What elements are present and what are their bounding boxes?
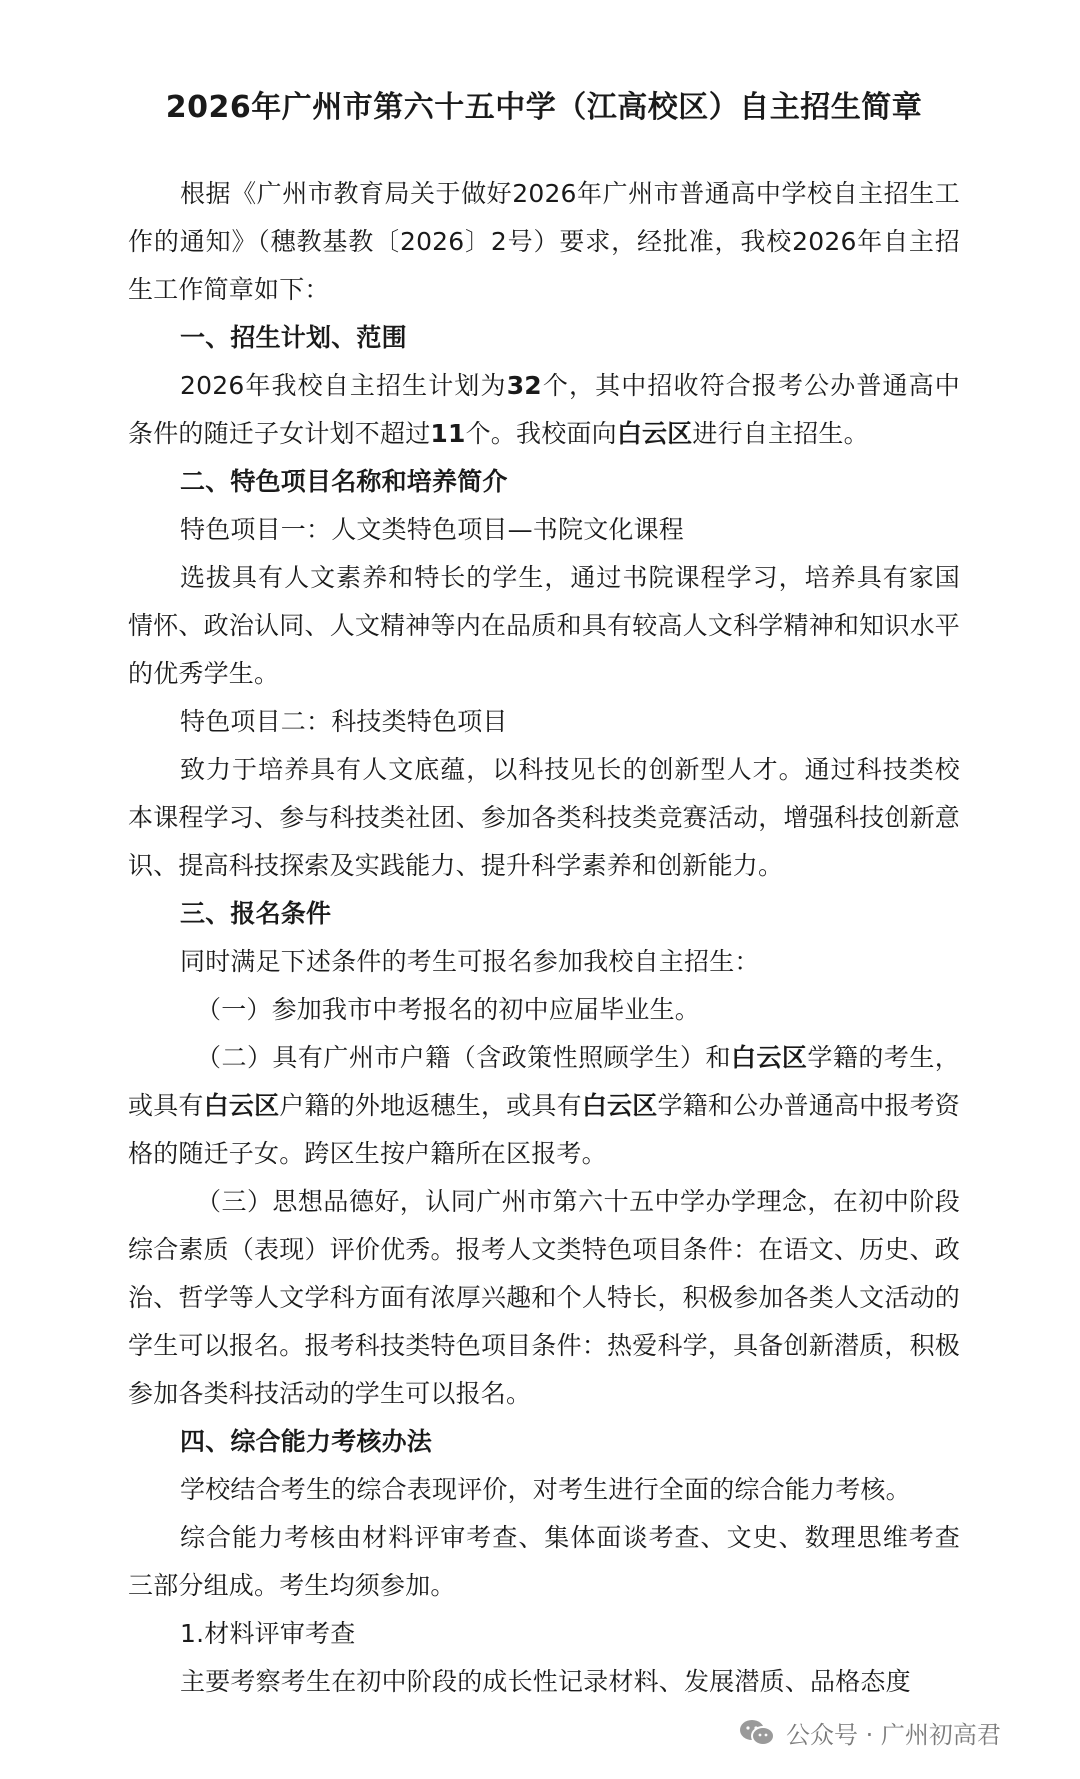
quota-migrant: 11: [430, 419, 466, 448]
district-name: 白云区: [203, 1091, 280, 1120]
section-3-heading: 三、报名条件: [180, 899, 332, 928]
page-title: 2026年广州市第六十五中学（江高校区）自主招生简章: [165, 90, 923, 125]
district-name: 白云区: [730, 1043, 808, 1072]
text: 个。我校面向: [465, 419, 617, 448]
section-4-heading: 四、综合能力考核办法: [180, 1427, 433, 1456]
condition-2: [128, 1034, 960, 1178]
assessment-paragraph-2: 综合能力考核由材料评审考查、集体面谈考查、文史、数理思维考查三部分组成。考生均须参加。: [128, 1523, 960, 1600]
district-name: 白云区: [616, 419, 693, 448]
district-name: 白云区: [581, 1091, 658, 1120]
project-1-title: 特色项目一：人文类特色项目—书院文化课程: [180, 515, 685, 544]
project-2-text: 致力于培养具有人文底蕴，以科技见长的创新型人才。通过科技类校本课程学习、参与科技类社团、参加各类科技类竞赛活动，增强科技创新意识、提高科技探索及实践能力、提升科学素养和创新能力。: [128, 755, 960, 880]
project-2-title: 特色项目二：科技类特色项目: [180, 707, 508, 736]
section-1-paragraph: [128, 362, 960, 458]
assessment-paragraph-1: 学校结合考生的综合表现评价，对考生进行全面的综合能力考核。: [180, 1475, 911, 1504]
text: 学籍的考生，或具有: [128, 1043, 960, 1120]
section-2-heading: 二、特色项目名称和培养简介: [180, 467, 508, 496]
text: 2026年我校自主招生计划为: [180, 371, 507, 400]
document-page: [128, 72, 960, 1706]
quota-total: 32: [506, 371, 542, 400]
intro-paragraph: 根据《广州市教育局关于做好2026年广州市普通高中学校自主招生工作的通知》（穗教基教〔2026〕2号）要求，经批准，我校2026年自主招生工作简章如下：: [128, 179, 960, 304]
condition-3: （三）思想品德好，认同广州市第六十五中学办学理念，在初中阶段综合素质（表现）评价优秀。报考人文类特色项目条件：在语文、历史、政治、哲学等人文学科方面有浓厚兴趣和个人特长，积极参加各类人文活动的学生可以报名。报考科技类特色项目条件：热爱科学，具备创新潜质，积极参加各类科技活动的学生可以报名。: [128, 1187, 960, 1408]
condition-1: （一）参加我市中考报名的初中应届毕业生。: [196, 995, 701, 1024]
section-1-heading: 一、招生计划、范围: [180, 323, 407, 352]
text: 个，其中招收符合报考公办普通高中条件的随迁子女计划不超过: [128, 371, 960, 448]
text: 进行自主招生。: [692, 419, 869, 448]
project-1-text: 选拔具有人文素养和特长的学生，通过书院课程学习，培养具有家国情怀、政治认同、人文精神等内在品质和具有较高人文科学精神和知识水平的优秀学生。: [128, 563, 960, 688]
assessment-item-1-text: 主要考察考生在初中阶段的成长性记录材料、发展潜质、品格态度: [180, 1667, 911, 1696]
conditions-lead: 同时满足下述条件的考生可报名参加我校自主招生：: [180, 947, 760, 976]
text: 户籍的外地返穗生，或具有: [279, 1091, 582, 1120]
assessment-item-1: 1.材料评审考查: [180, 1619, 356, 1648]
wechat-icon: [738, 1718, 776, 1748]
text: 学籍和公办普通高中报考资格的随迁子女。跨区生按户籍所在区报考。: [128, 1091, 960, 1168]
text: （二）具有广州市户籍（含政策性照顾学生）和: [196, 1043, 731, 1072]
watermark: [738, 1715, 1001, 1750]
watermark-text: 公众号 · 广州初高君: [786, 1721, 1001, 1749]
